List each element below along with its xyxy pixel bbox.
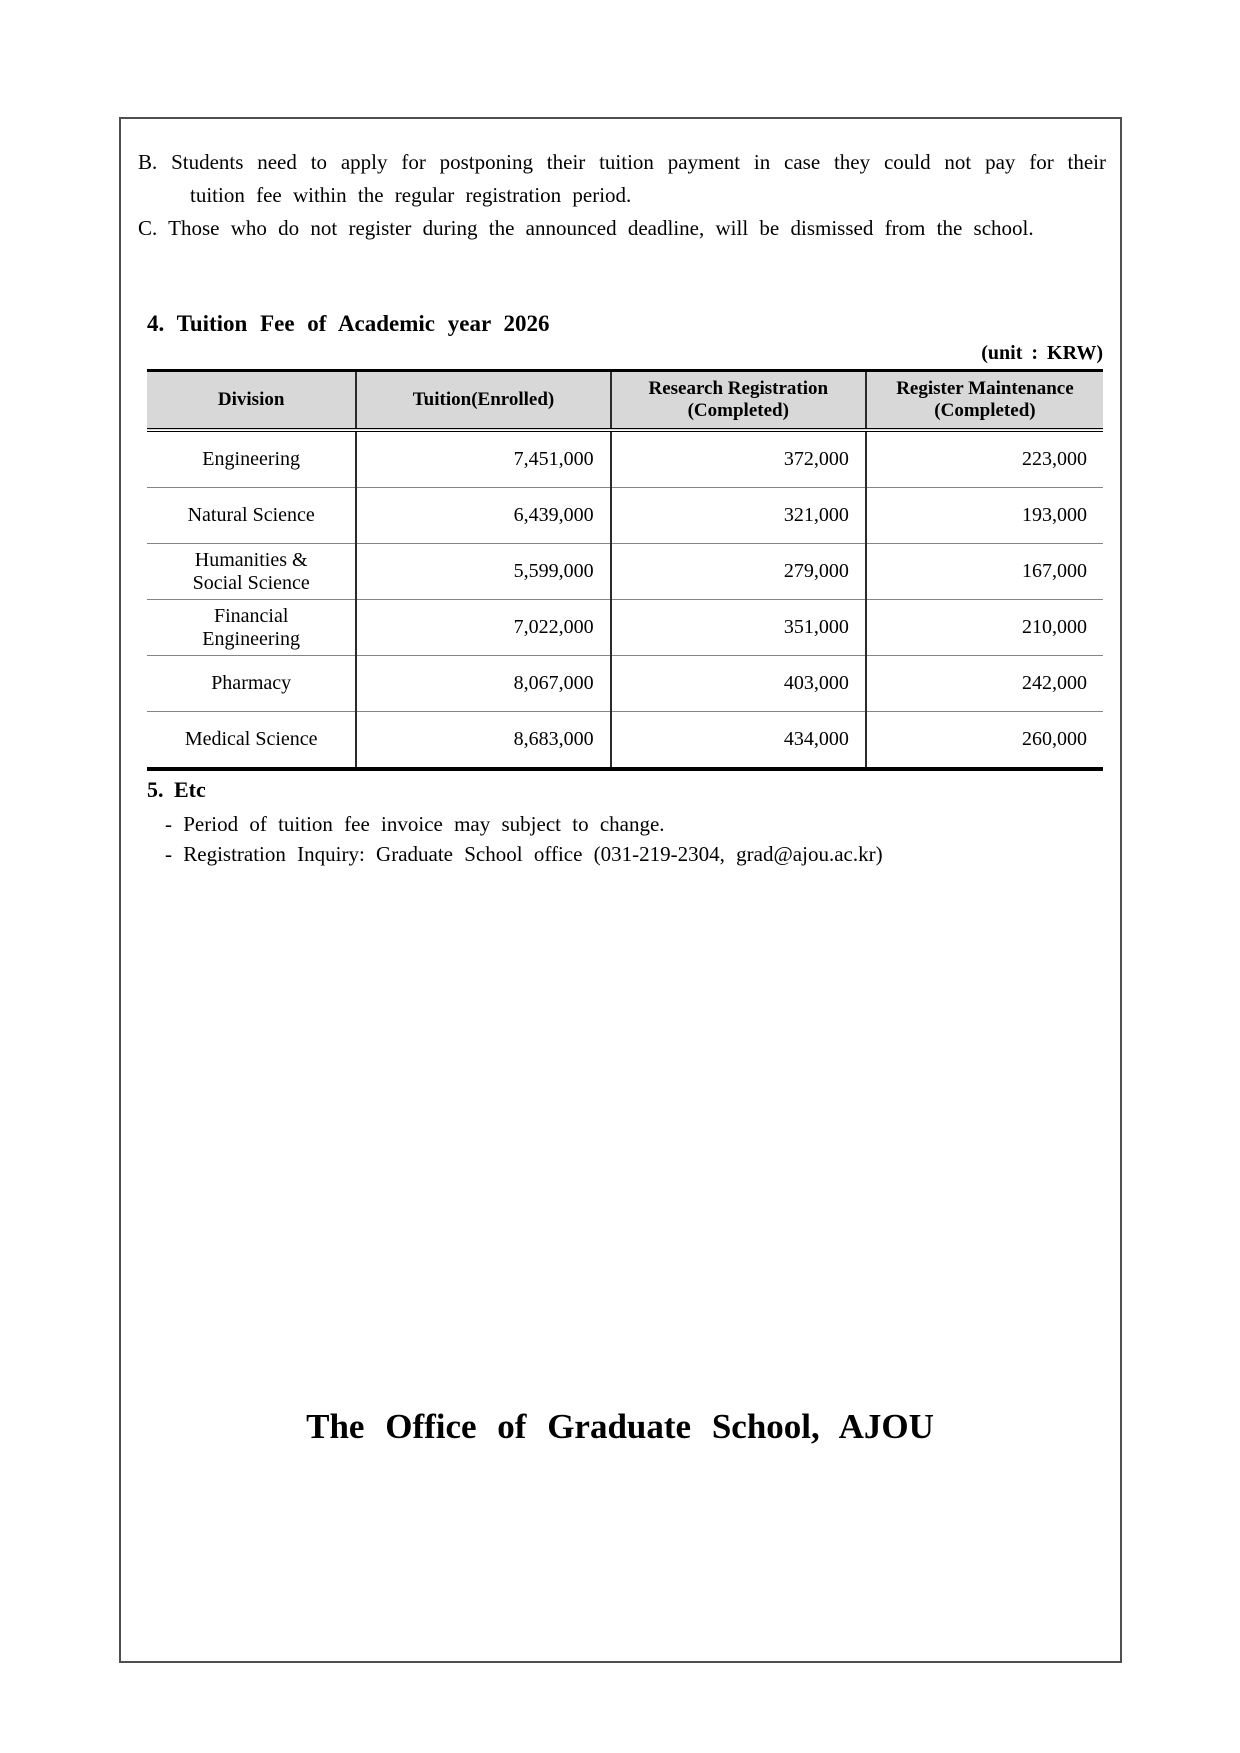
cell-text-line: Financial — [213, 604, 289, 627]
table-header-cell — [866, 371, 1103, 431]
table-header-cell — [611, 371, 866, 431]
table-row — [147, 488, 1103, 544]
etc-item: - Registration Inquiry: Graduate School office (031-219-2304, grad@ajou.ac.kr) — [165, 842, 883, 866]
cell-text-line: Pharmacy — [211, 672, 292, 694]
amount-cell: 321,000 — [611, 488, 866, 544]
amount-cell: 372,000 — [611, 430, 866, 488]
section4-heading: 4. Tuition Fee of Academic year 2026 — [147, 311, 550, 336]
division-cell — [147, 488, 356, 544]
division-cell — [147, 656, 356, 712]
cell-text-line: Engineering — [202, 627, 301, 650]
table-row — [147, 544, 1103, 600]
cell-text-line: Natural Science — [187, 504, 315, 526]
amount-cell: 8,683,000 — [356, 712, 610, 770]
cell-text-line: Tuition(Enrolled) — [412, 389, 555, 410]
table-header-cell — [147, 371, 356, 431]
cell-text-line: Engineering — [202, 448, 301, 470]
amount-cell: 434,000 — [611, 712, 866, 770]
amount-cell: 242,000 — [866, 656, 1103, 712]
cell-text-line: Medical Science — [184, 728, 318, 750]
division-cell — [147, 600, 356, 656]
unit-label: (unit : KRW) — [981, 342, 1103, 364]
division-cell — [147, 712, 356, 770]
amount-cell: 279,000 — [611, 544, 866, 600]
table-row — [147, 656, 1103, 712]
amount-cell: 167,000 — [866, 544, 1103, 600]
division-cell — [147, 430, 356, 488]
paragraph-item-b-line1: B. Students need to apply for postponing their tuition payment in case they could not pay for their — [138, 150, 1106, 174]
amount-cell: 7,451,000 — [356, 430, 610, 488]
table-header-row — [147, 371, 1103, 431]
cell-text-line: Research Registration — [648, 378, 829, 399]
amount-cell: 7,022,000 — [356, 600, 610, 656]
amount-cell: 260,000 — [866, 712, 1103, 770]
cell-text-line: (Completed) — [934, 400, 1036, 421]
cell-text-line: Register Maintenance — [896, 378, 1074, 399]
cell-text-line: Humanities & — [194, 548, 308, 571]
cell-text-line: Social Science — [192, 571, 310, 594]
tuition-table — [147, 369, 1103, 771]
amount-cell: 5,599,000 — [356, 544, 610, 600]
division-cell — [147, 544, 356, 600]
table-row — [147, 430, 1103, 488]
section5-heading: 5. Etc — [147, 777, 206, 802]
table-row — [147, 712, 1103, 770]
cell-text-line: Division — [217, 389, 285, 410]
tuition-table-body — [147, 430, 1103, 769]
table-header-cell — [356, 371, 610, 431]
amount-cell: 8,067,000 — [356, 656, 610, 712]
amount-cell: 193,000 — [866, 488, 1103, 544]
paragraph-item-c: C. Those who do not register during the announced deadline, will be dismissed from the school. — [138, 216, 1034, 240]
amount-cell: 210,000 — [866, 600, 1103, 656]
table-row — [147, 600, 1103, 656]
amount-cell: 223,000 — [866, 430, 1103, 488]
amount-cell: 351,000 — [611, 600, 866, 656]
amount-cell: 403,000 — [611, 656, 866, 712]
etc-item: - Period of tuition fee invoice may subject to change. — [165, 812, 665, 836]
paragraph-item-b-line2: tuition fee within the regular registration period. — [190, 183, 632, 207]
amount-cell: 6,439,000 — [356, 488, 610, 544]
footer-title: The Office of Graduate School, AJOU — [306, 1407, 934, 1446]
cell-text-line: (Completed) — [687, 400, 789, 421]
